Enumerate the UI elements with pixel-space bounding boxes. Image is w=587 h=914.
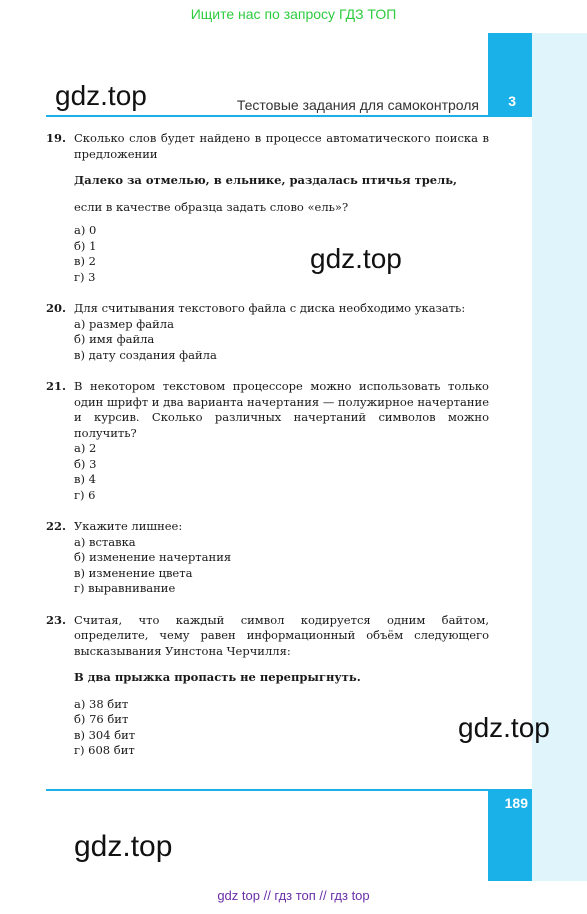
page-number-tab [488, 789, 532, 881]
question-number: 21. [46, 379, 67, 393]
answer-option: б) имя файла [74, 332, 155, 346]
answer-option: г) выравнивание [74, 581, 176, 595]
answer-option: в) изменение цвета [74, 565, 193, 580]
question-text: В некотором текстовом процессоре можно использовать только один шрифт и два варианта начертания — полужирное начертание и курсив. Сколько различных начертаний символов можно получить? [74, 379, 489, 440]
question-text: Укажите лишнее: [74, 519, 183, 533]
answer-option: а) размер файла [74, 316, 174, 331]
section-tab [488, 33, 532, 115]
question-text: Считая, что каждый символ кодируется одним байтом, определите, чему равен информационный объём следующего высказывания Уинстона Черчилля: [74, 612, 489, 658]
watermark: gdz.top [55, 80, 147, 111]
side-strip [532, 33, 587, 881]
question-quote: В два прыжка пропасть не перепрыгнуть. [74, 670, 361, 684]
answer-option: в) 2 [74, 254, 96, 268]
question-list [46, 131, 489, 775]
question-number: 20. [46, 301, 67, 315]
question-number: 22. [46, 519, 67, 533]
watermark: gdz.top [310, 243, 402, 274]
question-text: Сколько слов будет найдено в процессе автоматического поиска в предложении [74, 131, 489, 161]
answer-options [74, 441, 489, 503]
watermark: gdz.top [458, 712, 550, 743]
question-21 [46, 379, 489, 503]
question-20 [46, 301, 489, 363]
answer-option: а) 38 бит [74, 696, 129, 711]
answer-option: б) 3 [74, 456, 97, 471]
question-number: 23. [46, 612, 67, 627]
answer-options [74, 223, 489, 285]
answer-option: г) 3 [74, 269, 96, 284]
footer-links[interactable]: gdz top // гдз топ // гдз top [217, 888, 370, 903]
answer-option: а) вставка [74, 534, 136, 549]
watermark: gdz.top [74, 830, 173, 863]
question-quote: Далеко за отмелью, в ельнике, раздалась птичья трель, [74, 173, 458, 187]
question-followup: если в качестве образца задать слово «ель»? [74, 199, 349, 214]
question-number: 19. [46, 131, 67, 145]
answer-option: г) 6 [74, 487, 96, 502]
question-text: Для считывания текстового файла с диска необходимо указать: [74, 301, 466, 315]
footer-divider [46, 789, 488, 791]
answer-option: в) 304 бит [74, 727, 136, 742]
header-divider [46, 115, 532, 117]
answer-option: б) 1 [74, 238, 97, 253]
answer-option: а) 0 [74, 223, 97, 237]
question-19 [46, 131, 489, 285]
answer-options [74, 317, 489, 364]
question-22 [46, 519, 489, 597]
question-23 [46, 613, 489, 759]
answer-options [74, 697, 489, 759]
section-number: 3 [508, 93, 516, 109]
header-title: Тестовые задания для самоконтроля [236, 97, 479, 113]
top-banner: Ищите нас по запросу ГДЗ ТОП [190, 6, 397, 22]
answer-option: г) 608 бит [74, 743, 135, 757]
answer-option: в) 4 [74, 472, 96, 486]
page-number: 189 [504, 795, 528, 811]
answer-option: б) 76 бит [74, 712, 129, 726]
answer-option: в) дату создания файла [74, 347, 217, 362]
answer-option: а) 2 [74, 441, 97, 455]
answer-option: б) изменение начертания [74, 550, 232, 564]
answer-options [74, 535, 489, 597]
